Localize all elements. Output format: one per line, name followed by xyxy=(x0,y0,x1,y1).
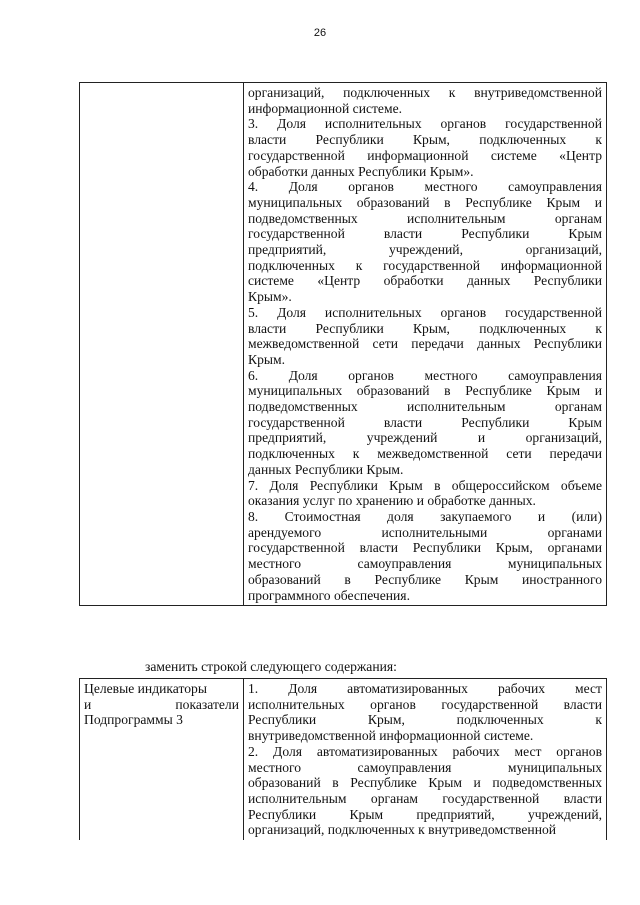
text-line: муниципальных образований в Республике Крым и xyxy=(248,383,602,399)
text-line: государственной власти Республики Крым xyxy=(248,414,602,430)
text-line: 7. Доля Республики Крым в общероссийском объеме xyxy=(248,477,602,493)
text-line: 5. Доля исполнительных органов государственной xyxy=(248,304,602,320)
text-line: исполнительным органам государственной власти xyxy=(248,790,602,806)
new-indicators-table xyxy=(79,678,607,840)
text-line: подведомственных исполнительным органам xyxy=(248,210,602,226)
text-line: внутриведомственной информационной системе. xyxy=(248,728,534,744)
text-line: и показатели xyxy=(84,696,239,712)
text-line: власти Республики Крым, подключенных к xyxy=(248,132,602,148)
text-line: Крым. xyxy=(248,351,285,367)
table-row xyxy=(80,83,607,606)
indicators-text-cell xyxy=(244,679,607,841)
text-line: арендуемого исполнительными органами xyxy=(248,524,602,540)
text-line: предприятий, учреждений и организаций, xyxy=(248,430,602,446)
replace-instruction: заменить строкой следующего содержания: xyxy=(145,659,397,674)
text-line: 6. Доля органов местного самоуправления xyxy=(248,367,602,383)
text-line: оказания услуг по хранению и обработке данных. xyxy=(248,493,536,509)
continued-indicators-table xyxy=(79,82,607,606)
text-line: подведомственных исполнительным органам xyxy=(248,399,602,415)
text-line: обработки данных Республики Крым». xyxy=(248,163,474,179)
text-line: межведомственной сети передачи данных Республики xyxy=(248,336,602,352)
text-line: местного самоуправления муниципальных xyxy=(248,759,602,775)
indicators-label-cell xyxy=(80,679,244,841)
text-line: предприятий, учреждений, организаций, xyxy=(248,242,602,258)
text-line: подключенных к государственной информационной xyxy=(248,257,602,273)
text-line: местного самоуправления муниципальных xyxy=(248,556,602,572)
table-row xyxy=(80,679,607,841)
text-line: Республики Крым предприятий, учреждений, xyxy=(248,806,602,822)
text-line: Крым». xyxy=(248,289,292,305)
text-line: Целевые индикаторы xyxy=(84,681,207,696)
text-line: образований в Республике Крым иностранного xyxy=(248,571,602,587)
text-line: муниципальных образований в Республике Крым и xyxy=(248,194,602,210)
label-cell-empty xyxy=(80,83,244,606)
text-line: системе «Центр обработки данных Республики xyxy=(248,273,602,289)
text-line: организаций, подключенных к внутриведомственной xyxy=(248,822,557,838)
text-line: государственной власти Республики Крым xyxy=(248,226,602,242)
text-line: 3. Доля исполнительных органов государственной xyxy=(248,116,602,132)
text-line: Республики Крым, подключенных к xyxy=(248,712,602,728)
text-line: государственной информационной системе «Центр xyxy=(248,147,602,163)
text-line: организаций, подключенных к внутриведомственной xyxy=(248,85,602,100)
text-line: 1. Доля автоматизированных рабочих мест xyxy=(248,681,602,696)
indicators-text-cell xyxy=(244,83,607,606)
text-line: Подпрограммы 3 xyxy=(84,712,183,728)
text-line: исполнительных органов государственной власти xyxy=(248,696,602,712)
text-line: программного обеспечения. xyxy=(248,587,410,603)
text-line: власти Республики Крым, подключенных к xyxy=(248,320,602,336)
text-line: 4. Доля органов местного самоуправления xyxy=(248,179,602,195)
text-line: информационной системе. xyxy=(248,100,403,116)
text-line: государственной власти Республики Крым, органами xyxy=(248,540,602,556)
text-line: подключенных к межведомственной сети передачи xyxy=(248,446,602,462)
text-line: 8. Стоимостная доля закупаемого и (или) xyxy=(248,508,602,524)
text-line: данных Республики Крым. xyxy=(248,461,404,477)
page-number: 26 xyxy=(313,27,327,39)
text-line: 2. Доля автоматизированных рабочих мест органов xyxy=(248,743,602,759)
text-line: образований в Республике Крым и подведомственных xyxy=(248,775,602,791)
